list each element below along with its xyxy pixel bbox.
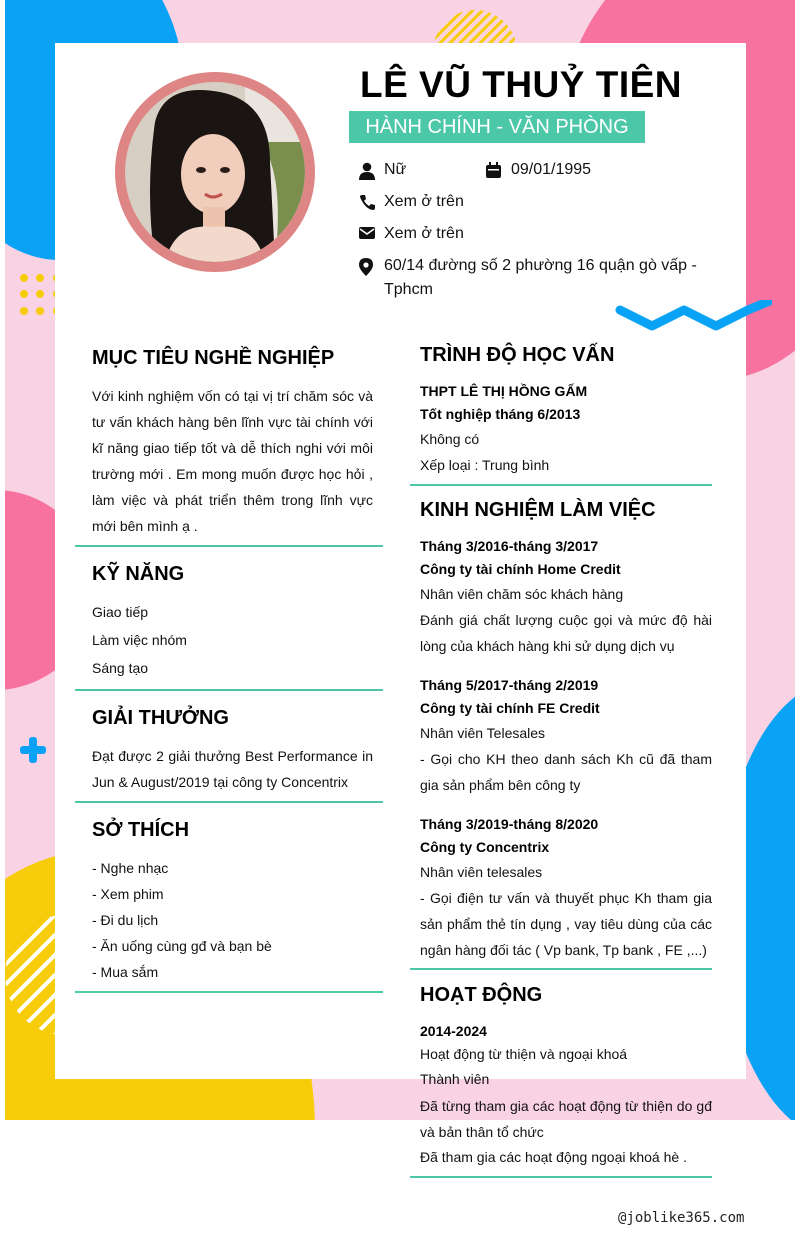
job-period: Tháng 3/2019-tháng 8/2020 — [420, 816, 599, 832]
objective-divider — [75, 545, 383, 547]
profile-photo-frame — [115, 72, 315, 272]
education-major: Không có — [420, 431, 480, 447]
awards-text: Đạt được 2 giải thưởng Best Performance in Jun & August/2019 tại công ty Concentrix — [92, 748, 373, 790]
job-role: Nhân viên telesales — [420, 864, 543, 880]
candidate-name: LÊ VŨ THUỶ TIÊN — [360, 64, 683, 105]
job-period: Tháng 5/2017-tháng 2/2019 — [420, 677, 599, 693]
job-company: Công ty tài chính FE Credit — [420, 700, 600, 716]
email-value: Xem ở trên — [384, 225, 464, 242]
stripe-circle-top — [425, 8, 525, 48]
phone-icon — [359, 194, 376, 211]
job-period: Tháng 3/2016-tháng 3/2017 — [420, 538, 599, 554]
education-rank: Xếp loại : Trung bình — [420, 457, 550, 473]
birthdate-value: 09/01/1995 — [511, 161, 592, 178]
job-description: - Gọi điện tư vấn và thuyết phục Kh tham gia sản phẩm thẻ tín dụng , vay tiêu dùng của các ngân hàng đối tác ( Vp bank, Tp bank , FE ,...) — [420, 890, 712, 958]
activity-name: Hoạt động từ thiện và ngoại khoá — [420, 1046, 628, 1062]
objective-text: Với kinh nghiệm vốn có tại vị trí chăm sóc và tư vấn khách hàng bên lĩnh vực tài chính với kĩ năng giao tiếp tốt và dễ thích nghi với môi trường mới . Em mong muốn được học hỏi , làm việc và phát triển thêm trong lĩnh vực mới bên mình ạ . — [92, 388, 373, 534]
job-company: Công ty Concentrix — [420, 839, 550, 855]
plus-decoration — [20, 737, 46, 763]
education-title: TRÌNH ĐỘ HỌC VẤN — [420, 344, 615, 366]
education-school: THPT LÊ THỊ HỒNG GẤM — [420, 383, 588, 399]
activity-description-2: Đã tham gia các hoạt động ngoại khoá hè . — [420, 1149, 687, 1165]
footer-watermark: @joblike365.com — [618, 1210, 745, 1226]
job-position: HÀNH CHÍNH - VĂN PHÒNG — [349, 111, 645, 143]
activities-divider — [410, 1176, 712, 1178]
skill-item: Sáng tạo — [92, 660, 149, 676]
activities-title: HOẠT ĐỘNG — [420, 984, 543, 1006]
address-line-1: 60/14 đường số 2 phường 16 quận gò vấp - — [384, 257, 697, 274]
education-graduation: Tốt nghiệp tháng 6/2013 — [420, 406, 581, 422]
job-description: - Gọi cho KH theo danh sách Kh cũ đã tham gia sản phẩm bên công ty — [420, 751, 712, 793]
awards-divider — [75, 801, 383, 803]
person-icon — [359, 162, 375, 180]
zigzag-decoration — [612, 300, 772, 335]
objective-title: MỤC TIÊU NGHỀ NGHIỆP — [92, 347, 335, 369]
job-role: Nhân viên chăm sóc khách hàng — [420, 586, 624, 602]
hobby-item: - Ăn uống cùng gđ và bạn bè — [92, 938, 272, 954]
profile-photo — [125, 82, 305, 262]
hobby-item: - Mua sắm — [92, 964, 159, 980]
hobbies-divider — [75, 991, 383, 993]
skill-item: Làm việc nhóm — [92, 632, 187, 648]
hobby-item: - Xem phim — [92, 886, 164, 902]
hobby-item: - Đi du lịch — [92, 912, 159, 928]
experience-divider — [410, 968, 712, 970]
address-line-2: Tphcm — [384, 281, 433, 298]
activity-role: Thành viên — [420, 1071, 490, 1087]
hobby-item: - Nghe nhạc — [92, 860, 169, 876]
gender-value: Nữ — [384, 161, 407, 178]
skills-title: KỸ NĂNG — [92, 563, 185, 585]
calendar-icon — [486, 162, 501, 178]
job-description: Đánh giá chất lượng cuộc gọi và mức độ hài lòng của khách hàng khi sử dụng dịch vụ — [420, 612, 712, 654]
awards-title: GIẢI THƯỞNG — [92, 707, 229, 729]
activity-period: 2014-2024 — [420, 1023, 487, 1039]
experience-title: KINH NGHIỆM LÀM VIỆC — [420, 499, 656, 521]
envelope-icon — [359, 226, 375, 240]
skills-divider — [75, 689, 383, 691]
hobbies-title: SỞ THÍCH — [92, 819, 190, 841]
job-company: Công ty tài chính Home Credit — [420, 561, 621, 577]
job-role: Nhân viên Telesales — [420, 725, 546, 741]
activity-description: Đã từng tham gia các hoạt động từ thiện do gđ và bản thân tổ chức — [420, 1098, 712, 1140]
stripe-circle-left — [5, 905, 60, 1045]
phone-value: Xem ở trên — [384, 193, 464, 210]
skill-item: Giao tiếp — [92, 604, 149, 620]
location-pin-icon — [359, 258, 373, 276]
education-divider — [410, 484, 712, 486]
